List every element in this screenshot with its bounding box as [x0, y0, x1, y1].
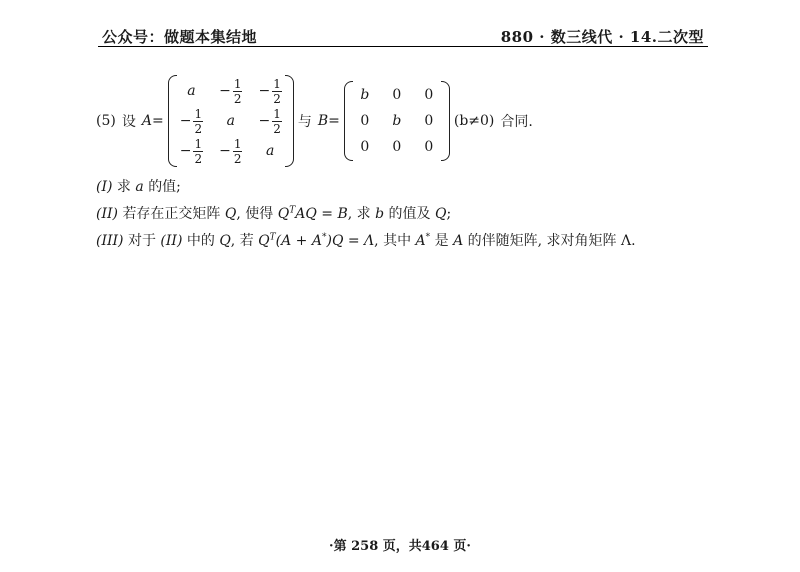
- header-left-title: 公众号：做题本集结地: [102, 28, 258, 46]
- matrix-b-entry: b: [392, 113, 402, 129]
- matrix-b-entry: 0: [360, 113, 370, 129]
- problem-number: (5): [96, 113, 116, 129]
- matrix-a-entry: − $\frac{1}{2}$: [179, 106, 203, 136]
- condition-text: (b≠0): [453, 113, 495, 129]
- page-footer: ·第 258 页，共464 页·: [329, 539, 471, 554]
- equals-sign: =: [328, 113, 340, 129]
- matrix-b-entry: b: [360, 87, 370, 103]
- matrix-b-entry: 0: [360, 139, 370, 155]
- matrix-a: [168, 77, 294, 165]
- right-bracket: [441, 81, 450, 161]
- matrix-b-entry: 0: [424, 139, 434, 155]
- problem-set-word: 设: [121, 114, 136, 130]
- matrix-a-entry: a: [265, 143, 275, 159]
- part-3: (III) 对于 (II) 中的 Q, 若 $Q^T(A + A^*)Q = \Lambda$, 其中 A* 是 A 的伴随矩阵, 求对角矩阵 Λ.: [96, 232, 636, 249]
- matrix-a-entry: − $\frac{1}{2}$: [258, 76, 281, 106]
- equals-sign: =: [151, 113, 164, 129]
- right-bracket: [285, 75, 294, 167]
- matrix-a-entry: − $\frac{1}{2}$: [258, 106, 281, 136]
- matrix-a-symbol: A: [141, 113, 152, 129]
- matrix-b: [344, 83, 450, 159]
- matrix-b-entry: 0: [424, 113, 434, 129]
- and-word: 与: [297, 114, 312, 130]
- part-2: (II) 若存在正交矩阵 Q, 使得 $Q^TAQ = B$, 求 b 的值及 Q;: [96, 205, 452, 222]
- matrix-b-entry: 0: [392, 87, 402, 103]
- matrix-a-entry: a: [226, 113, 235, 129]
- page-header: [98, 24, 708, 47]
- matrix-b-entry: 0: [424, 87, 434, 103]
- header-right-title: 880 · 数三线代 · 14.二次型: [500, 28, 704, 46]
- problem-statement: [96, 76, 716, 166]
- matrix-b-entry: 0: [392, 139, 402, 155]
- matrix-a-entry: − $\frac{1}{2}$: [219, 76, 242, 106]
- left-bracket: [168, 75, 177, 167]
- part-1: (I) 求 a 的值;: [96, 179, 181, 195]
- matrix-b-symbol: B: [317, 113, 329, 129]
- congruent-text: 合同.: [500, 114, 533, 130]
- matrix-a-entry: a: [187, 83, 196, 99]
- matrix-a-entry: − $\frac{1}{2}$: [179, 136, 203, 166]
- matrix-a-entry: − $\frac{1}{2}$: [219, 136, 242, 166]
- left-bracket: [344, 81, 353, 161]
